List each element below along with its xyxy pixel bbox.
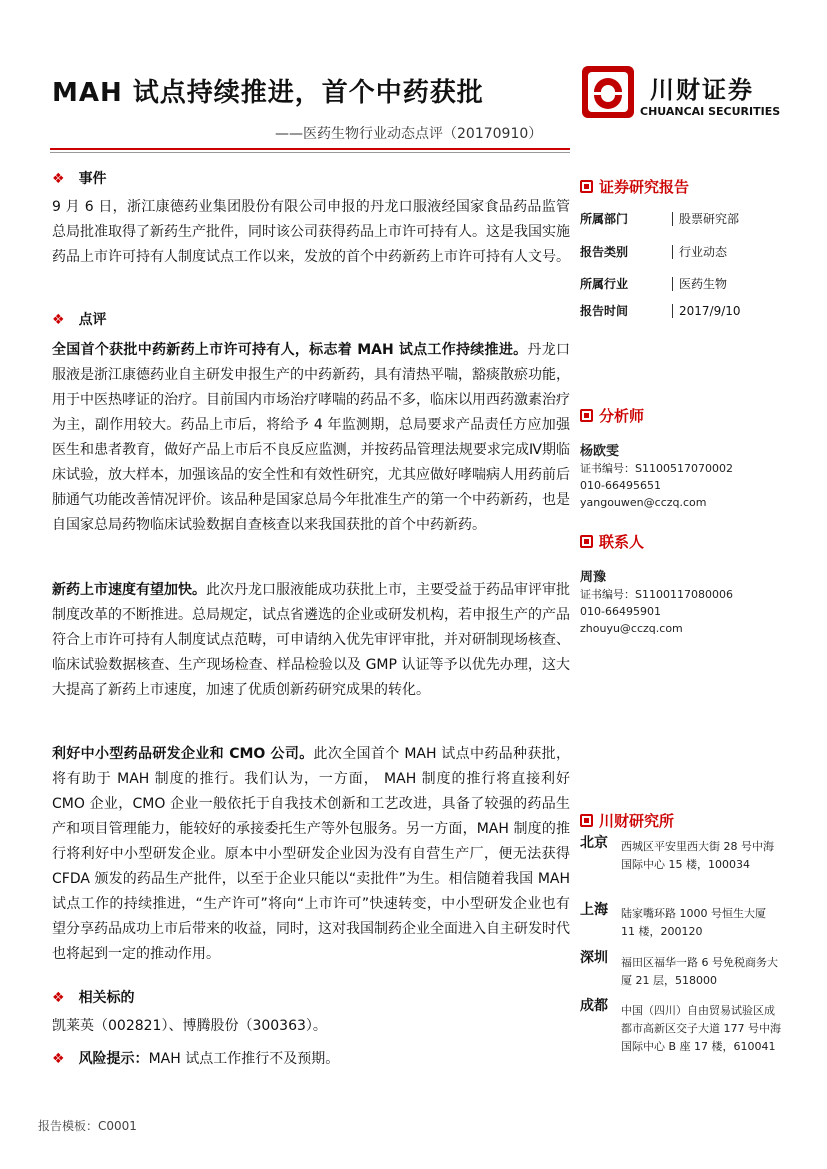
office-city-shenzhen: 深圳 xyxy=(580,950,608,966)
page-subtitle: ——医药生物行业动态点评（20170910） xyxy=(275,126,543,142)
section-event-heading: ❖ 事件 xyxy=(52,171,107,187)
report-heading: 证券研究报告 xyxy=(580,176,689,197)
header-divider xyxy=(50,148,570,150)
related-stocks: 凯莱英（002821）、博腾股份（300363）。 xyxy=(52,1018,327,1034)
diamond-bullet-icon: ❖ xyxy=(52,171,65,187)
analyst-info xyxy=(580,443,733,511)
office-city-chengdu: 成都 xyxy=(580,998,608,1014)
meta-report-date: 报告时间 2017/9/10 xyxy=(580,304,741,318)
section-square-icon xyxy=(580,180,593,193)
meta-report-type: 报告类别 行业动态 xyxy=(580,245,728,259)
analyst-phone: 010-66495651 xyxy=(580,479,661,492)
logo-english: CHUANCAI SECURITIES xyxy=(640,105,781,118)
office-address-chengdu: 中国（四川）自由贸易试验区成都市高新区交子大道 177 号中海国际中心 B 座 17 楼，610041 xyxy=(621,1004,781,1053)
section-square-icon xyxy=(580,409,593,422)
diamond-bullet-icon: ❖ xyxy=(52,1051,65,1067)
logo-chinese: 川财证券 xyxy=(650,76,754,104)
page-title: MAH 试点持续推进，首个中药获批 xyxy=(52,78,484,108)
office-city-shanghai: 上海 xyxy=(580,902,608,918)
chuancai-logo-icon xyxy=(582,66,634,118)
diamond-bullet-icon: ❖ xyxy=(52,990,65,1006)
office-address-beijing: 西城区平安里西大街 28 号中海国际中心 15 楼，100034 xyxy=(621,840,774,871)
office-address-shanghai: 陆家嘴环路 1000 号恒生大厦 11 楼，200120 xyxy=(621,907,766,938)
risk-warning: ❖ 风险提示：MAH 试点工作推行不及预期。 xyxy=(52,1051,340,1067)
comment-paragraph-3: 利好中小型药品研发企业和 CMO 公司。此次全国首个 MAH 试点中药品种获批，将有助于 MAH 制度的推行。我们认为，一方面， MAH 制度的推行将直接利好 CMO 企业，CMO 企业一般依托于自我技术创新和工艺改进，具备了较强的药品生产和项目管理能力，能较好的承接委托生产等外包服务。另一方面，MAH 制度的推行将利好中小型研发企业。原本中小型研发企业因为没有自营生产厂，便无法获得 CFDA 颁发的药品生产批件，以至于企业只能以“卖批件”为生。相信随着我国 MAH 试点工作的持续推进，“生产许可”将向“上市许可”快速转变，中小型研发企业也有望分享药品成功上市后带来的收益，同时，这对我国制药企业全面进入自主研发时代也将起到一定的推动作用。 xyxy=(52,746,570,962)
comment-paragraph-1: 全国首个获批中药新药上市许可持有人，标志着 MAH 试点工作持续推进。丹龙口服液是浙江康德药业自主研发申报生产的中药新药，具有清热平喘，豁痰散瘀功能，用于中医热哮证的治疗。目前国内市场治疗哮喘的药品不多，临床以用西药激素治疗为主，副作用较大。药品上市后，将给予 4 年监测期，总局要求产品责任方应加强医生和患者教育，做好产品上市后不良反应监测，并按药品管理法规要求完成Ⅳ期临床试验，放大样本，加强该品的安全性和有效性研究，尤其应做好哮喘病人用药前后肺通气功能改善情况评价。该品种是国家总局今年批准生产的第一个中药新药，也是自国家总局药物临床试验数据自查核查以来我国获批的首个中药新药。 xyxy=(52,342,570,533)
contact-phone: 010-66495901 xyxy=(580,605,661,618)
meta-industry: 所属行业 医药生物 xyxy=(580,277,728,291)
contact-info xyxy=(580,569,733,637)
comment-paragraph-2: 新药上市速度有望加快。此次丹龙口服液能成功获批上市，主要受益于药品审评审批制度改革的不断推进。总局规定，试点省遴选的企业或研发机构，若申报生产的产品符合上市许可持有人制度试点范畴，可申请纳入优先审评审批，并对研制现场核查、临床试验数据核查、生产现场检查、样品检验以及 GMP 认证等予以优先办理，这大大提高了新药上市速度，加速了优质创新药研究成果的转化。 xyxy=(52,582,570,698)
contact-email: zhouyu@cczq.com xyxy=(580,622,683,635)
meta-department: 所属部门 股票研究部 xyxy=(580,212,740,226)
header-divider-thin xyxy=(50,152,570,153)
office-address-shenzhen: 福田区福华一路 6 号免税商务大厦 21 层，518000 xyxy=(621,956,778,987)
event-paragraph: 9 月 6 日，浙江康德药业集团股份有限公司申报的丹龙口服液经国家食品药品监管总局批准取得了新药生产批件，同时该公司获得药品上市许可持有人。这是我国实施药品上市许可持有人制度试点工作以来，发放的首个中药新药上市许可持有人文号。 xyxy=(52,199,570,265)
contact-name: 周豫 xyxy=(580,570,607,585)
section-square-icon xyxy=(580,535,593,548)
section-related-heading: ❖ 相关标的 xyxy=(52,990,135,1006)
contact-heading: 联系人 xyxy=(580,531,644,552)
section-square-icon xyxy=(580,814,593,827)
analyst-email: yangouwen@cczq.com xyxy=(580,496,707,509)
analyst-heading: 分析师 xyxy=(580,405,644,426)
institute-heading: 川财研究所 xyxy=(580,810,674,831)
diamond-bullet-icon: ❖ xyxy=(52,312,65,328)
analyst-name: 杨欧雯 xyxy=(580,444,620,459)
footer-template-id: 报告模板：C0001 xyxy=(38,1119,137,1133)
office-city-beijing: 北京 xyxy=(580,835,608,851)
analyst-cert: 证书编号：S1100517070002 xyxy=(580,462,733,475)
section-comment-heading: ❖ 点评 xyxy=(52,312,107,328)
contact-cert: 证书编号：S1100117080006 xyxy=(580,588,733,601)
